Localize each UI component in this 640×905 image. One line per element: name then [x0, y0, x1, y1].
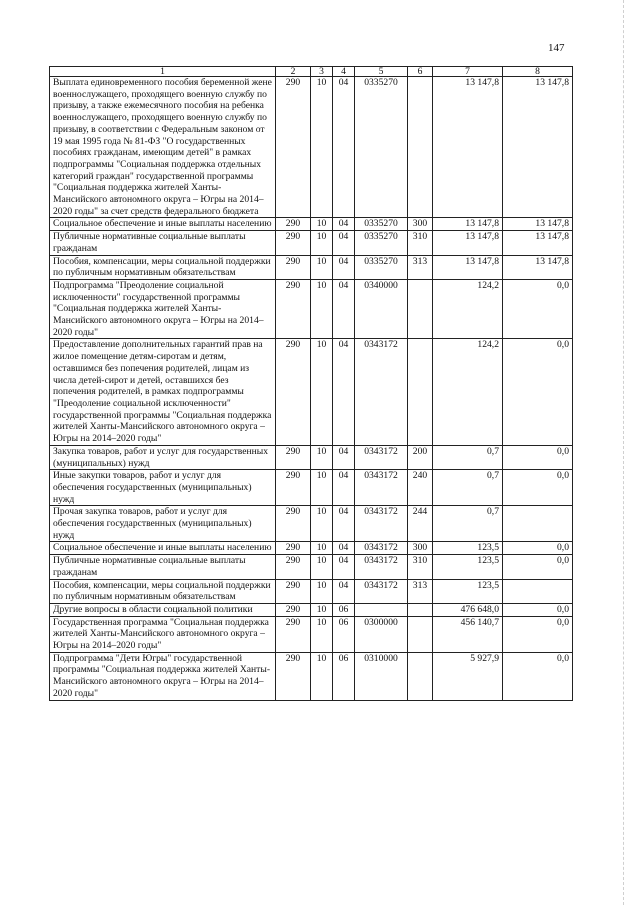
row-name: Государственная программа "Социальная поддержка жителей Ханты-Мансийского автономного округа – Югры на 2014–2020 годы"	[50, 616, 276, 652]
row-col-7: 0,7	[433, 470, 503, 506]
table-row	[50, 339, 573, 445]
row-col-7: 123,5	[433, 555, 503, 579]
row-col-2: 290	[276, 555, 311, 579]
row-col-4: 04	[333, 77, 355, 218]
row-col-4: 04	[333, 279, 355, 339]
row-col-5	[355, 603, 408, 616]
row-col-6	[408, 279, 433, 339]
row-col-3: 10	[311, 603, 333, 616]
row-col-5: 0343172	[355, 506, 408, 542]
row-col-2: 290	[276, 218, 311, 231]
row-name: Публичные нормативные социальные выплаты гражданам	[50, 231, 276, 255]
row-col-2: 290	[276, 279, 311, 339]
row-col-8: 0,0	[503, 616, 573, 652]
row-col-3: 10	[311, 652, 333, 700]
row-col-5: 0343172	[355, 445, 408, 469]
row-col-3: 10	[311, 255, 333, 279]
row-name: Публичные нормативные социальные выплаты гражданам	[50, 555, 276, 579]
row-col-5: 0335270	[355, 77, 408, 218]
row-col-4: 04	[333, 445, 355, 469]
row-col-2: 290	[276, 579, 311, 603]
table-row	[50, 579, 573, 603]
row-col-7: 456 140,7	[433, 616, 503, 652]
row-col-3: 10	[311, 77, 333, 218]
table-row	[50, 218, 573, 231]
row-col-5: 0343172	[355, 542, 408, 555]
row-col-2: 290	[276, 603, 311, 616]
scan-margin-line	[623, 0, 625, 905]
row-col-8: 13 147,8	[503, 218, 573, 231]
row-col-6: 300	[408, 542, 433, 555]
header-col-1: 1	[50, 67, 276, 77]
row-name: Подпрограмма "Преодоление социальной исключенности" государственной программы "Социальная поддержка жителей Ханты-Мансийского автономного округа – Югры на 2014–2020 годы"	[50, 279, 276, 339]
row-col-8: 0,0	[503, 603, 573, 616]
row-col-2: 290	[276, 339, 311, 445]
row-col-4: 04	[333, 339, 355, 445]
row-col-3: 10	[311, 616, 333, 652]
row-name: Иные закупки товаров, работ и услуг для обеспечения государственных (муниципальных) нужд	[50, 470, 276, 506]
row-col-6	[408, 603, 433, 616]
row-col-8	[503, 506, 573, 542]
row-col-4: 04	[333, 231, 355, 255]
row-col-3: 10	[311, 339, 333, 445]
row-col-4: 06	[333, 603, 355, 616]
header-col-7: 7	[433, 67, 503, 77]
table-row	[50, 652, 573, 700]
row-col-3: 10	[311, 470, 333, 506]
row-col-8: 0,0	[503, 555, 573, 579]
row-name: Выплата единовременного пособия беременной жене военнослужащего, проходящего военную службу по призыву, а также ежемесячного пособия на ребенка военнослужащего, проходящего военную службу по призыву, в соответствии с Федеральным законом от 19 мая 1995 года № 81-ФЗ "О государственных пособиях гражданам, имеющим детей" в рамках подпрограммы "Социальная поддержка отдельных категорий граждан" государственной программы "Социальная поддержка жителей Ханты-Мансийского автономного округа – Югры на 2014–2020 годы" за счет средств федерального бюджета	[50, 77, 276, 218]
row-col-4: 04	[333, 255, 355, 279]
row-col-6: 313	[408, 579, 433, 603]
header-col-5: 5	[355, 67, 408, 77]
row-col-7: 13 147,8	[433, 255, 503, 279]
row-name: Пособия, компенсации, меры социальной поддержки по публичным нормативным обязательствам	[50, 255, 276, 279]
table-row	[50, 555, 573, 579]
row-col-3: 10	[311, 555, 333, 579]
table-row	[50, 470, 573, 506]
row-col-7: 124,2	[433, 279, 503, 339]
row-col-3: 10	[311, 579, 333, 603]
row-col-8: 0,0	[503, 652, 573, 700]
row-col-5: 0335270	[355, 218, 408, 231]
row-col-3: 10	[311, 279, 333, 339]
row-col-4: 04	[333, 542, 355, 555]
row-col-7: 13 147,8	[433, 77, 503, 218]
row-col-4: 04	[333, 579, 355, 603]
row-col-7: 124,2	[433, 339, 503, 445]
row-col-6	[408, 616, 433, 652]
row-name: Другие вопросы в области социальной политики	[50, 603, 276, 616]
row-col-7: 0,7	[433, 445, 503, 469]
row-col-8: 0,0	[503, 470, 573, 506]
page-number: 147	[548, 42, 565, 54]
header-row	[50, 67, 573, 77]
header-col-4: 4	[333, 67, 355, 77]
row-col-2: 290	[276, 77, 311, 218]
table-row	[50, 445, 573, 469]
row-col-8: 0,0	[503, 445, 573, 469]
row-col-8: 0,0	[503, 279, 573, 339]
row-name: Пособия, компенсации, меры социальной поддержки по публичным нормативным обязательствам	[50, 579, 276, 603]
row-col-5: 0335270	[355, 255, 408, 279]
row-col-8: 13 147,8	[503, 231, 573, 255]
row-col-5: 0343172	[355, 470, 408, 506]
row-col-2: 290	[276, 616, 311, 652]
table-row	[50, 279, 573, 339]
row-col-4: 04	[333, 218, 355, 231]
row-col-2: 290	[276, 231, 311, 255]
row-col-6: 310	[408, 231, 433, 255]
row-col-5: 0343172	[355, 339, 408, 445]
row-col-3: 10	[311, 506, 333, 542]
row-col-6	[408, 339, 433, 445]
row-col-5: 0343172	[355, 555, 408, 579]
row-col-8	[503, 579, 573, 603]
row-col-3: 10	[311, 542, 333, 555]
row-name: Закупка товаров, работ и услуг для государственных (муниципальных) нужд	[50, 445, 276, 469]
row-col-6: 300	[408, 218, 433, 231]
row-col-2: 290	[276, 506, 311, 542]
table-row	[50, 255, 573, 279]
row-col-5: 0300000	[355, 616, 408, 652]
row-col-7: 476 648,0	[433, 603, 503, 616]
table-row	[50, 506, 573, 542]
row-col-4: 04	[333, 555, 355, 579]
row-col-8: 0,0	[503, 542, 573, 555]
row-col-6	[408, 652, 433, 700]
row-name: Предоставление дополнительных гарантий прав на жилое помещение детям-сиротам и детям, оставшимся без попечения родителей, лицам из числа детей-сирот и детей, оставшихся без попечения родителей, в рамках подпрограммы "Преодоление социальной исключенности" государственной программы "Социальная поддержка жителей Ханты-Мансийского автономного округа – Югры на 2014–2020 годы"	[50, 339, 276, 445]
row-col-7: 0,7	[433, 506, 503, 542]
row-name: Социальное обеспечение и иные выплаты населению	[50, 218, 276, 231]
row-col-4: 04	[333, 470, 355, 506]
header-col-6: 6	[408, 67, 433, 77]
row-col-4: 06	[333, 616, 355, 652]
row-name: Подпрограмма "Дети Югры" государственной программы "Социальная поддержка жителей Ханты-Мансийского автономного округа – Югры на 2014–2020 годы"	[50, 652, 276, 700]
row-col-5: 0340000	[355, 279, 408, 339]
header-col-3: 3	[311, 67, 333, 77]
row-col-6: 200	[408, 445, 433, 469]
table-row	[50, 603, 573, 616]
row-col-5: 0335270	[355, 231, 408, 255]
row-col-7: 123,5	[433, 542, 503, 555]
row-col-7: 13 147,8	[433, 218, 503, 231]
row-col-2: 290	[276, 445, 311, 469]
row-col-5: 0343172	[355, 579, 408, 603]
table-row	[50, 616, 573, 652]
row-col-6: 310	[408, 555, 433, 579]
row-col-8: 13 147,8	[503, 77, 573, 218]
table-row	[50, 231, 573, 255]
header-col-8: 8	[503, 67, 573, 77]
header-col-2: 2	[276, 67, 311, 77]
row-col-2: 290	[276, 542, 311, 555]
row-col-7: 13 147,8	[433, 231, 503, 255]
row-col-3: 10	[311, 231, 333, 255]
row-col-2: 290	[276, 255, 311, 279]
row-col-7: 5 927,9	[433, 652, 503, 700]
row-col-5: 0310000	[355, 652, 408, 700]
table-row	[50, 542, 573, 555]
row-col-6: 244	[408, 506, 433, 542]
row-col-3: 10	[311, 218, 333, 231]
budget-table	[49, 66, 573, 701]
row-col-2: 290	[276, 652, 311, 700]
row-col-8: 13 147,8	[503, 255, 573, 279]
row-col-6: 313	[408, 255, 433, 279]
row-col-8: 0,0	[503, 339, 573, 445]
row-col-4: 06	[333, 652, 355, 700]
row-name: Прочая закупка товаров, работ и услуг для обеспечения государственных (муниципальных) нужд	[50, 506, 276, 542]
row-col-2: 290	[276, 470, 311, 506]
row-name: Социальное обеспечение и иные выплаты населению	[50, 542, 276, 555]
row-col-6: 240	[408, 470, 433, 506]
row-col-7: 123,5	[433, 579, 503, 603]
row-col-4: 04	[333, 506, 355, 542]
row-col-6	[408, 77, 433, 218]
table-row	[50, 77, 573, 218]
row-col-3: 10	[311, 445, 333, 469]
